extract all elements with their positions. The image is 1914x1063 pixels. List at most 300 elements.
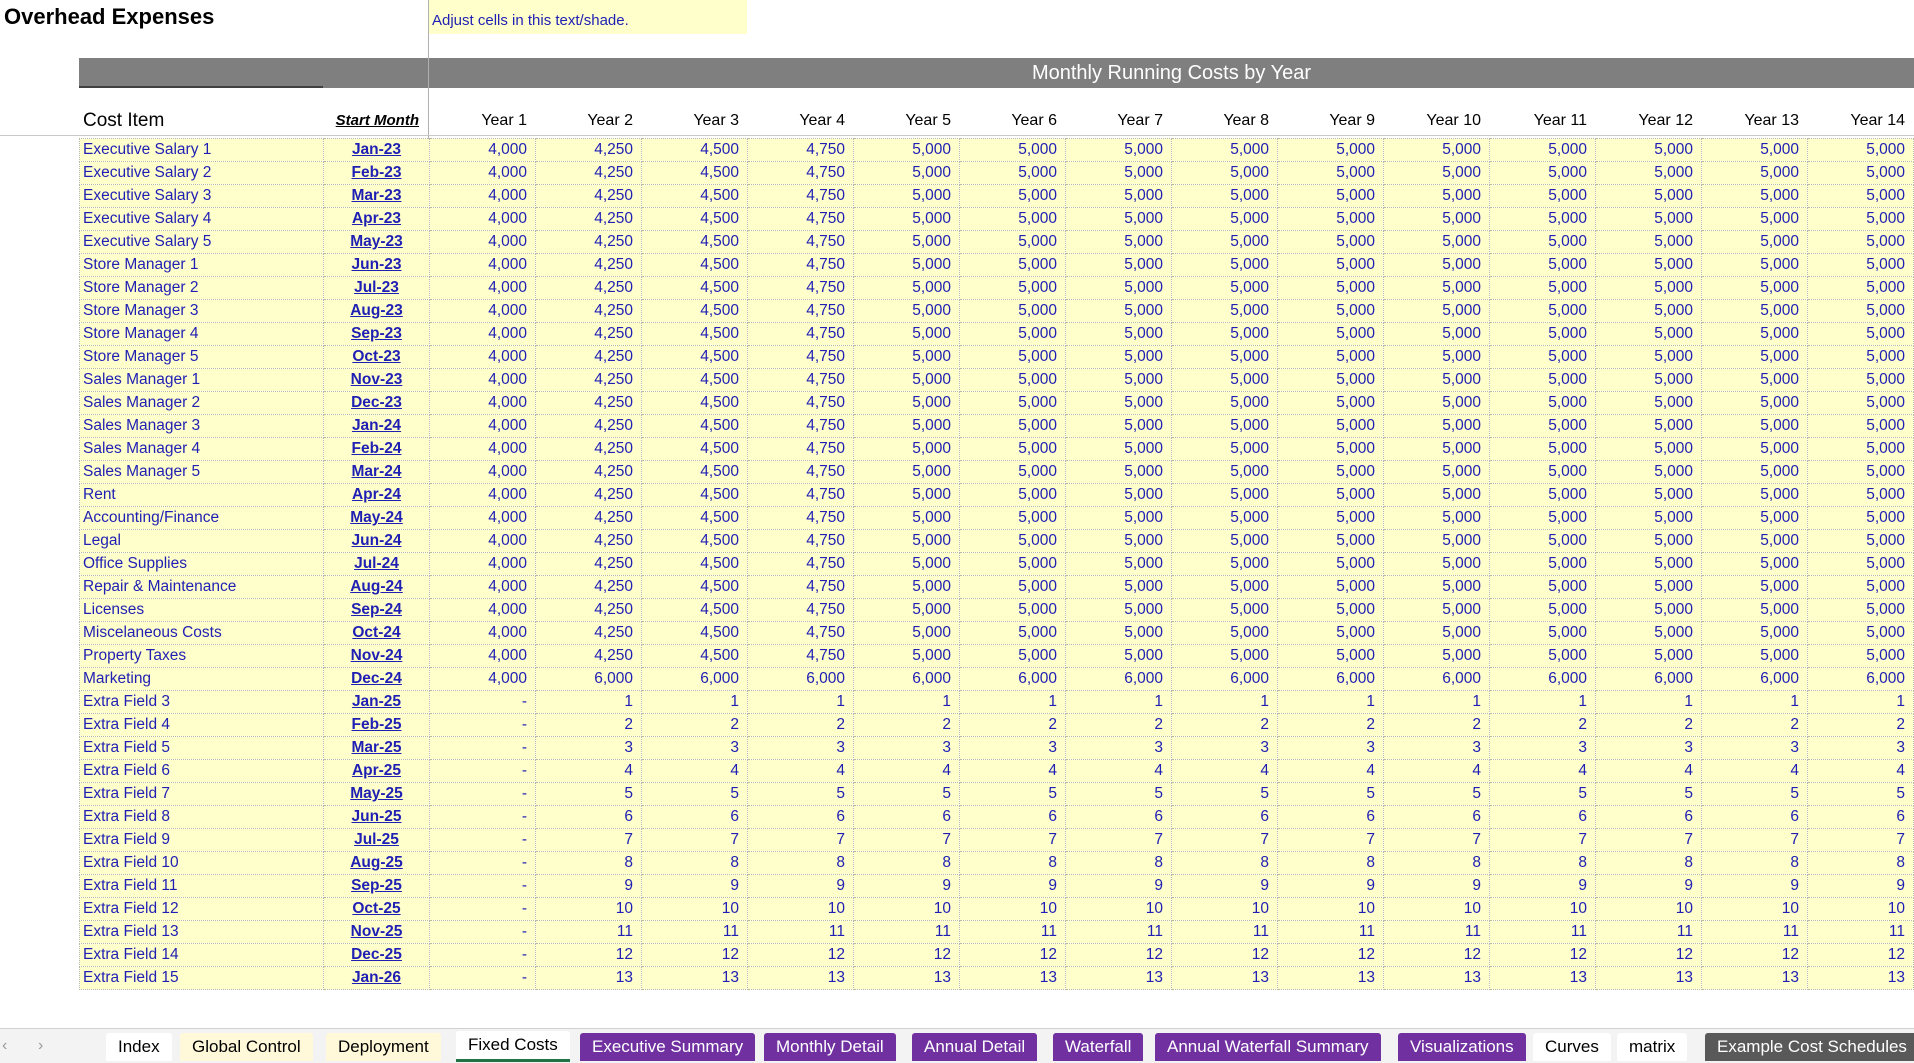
cost-value-cell[interactable]: 5,000 (854, 622, 960, 645)
start-month-cell[interactable]: Feb-23 (324, 162, 430, 185)
cost-value-cell[interactable]: 5,000 (1702, 231, 1808, 254)
cost-value-cell[interactable]: 4,250 (536, 185, 642, 208)
cost-value-cell[interactable]: 5,000 (1596, 576, 1702, 599)
cost-value-cell[interactable]: 5,000 (1490, 231, 1596, 254)
cost-value-cell[interactable]: 2 (1384, 714, 1490, 737)
sheet-tab[interactable]: Deployment (326, 1033, 441, 1061)
cost-value-cell[interactable]: 4,500 (642, 254, 748, 277)
sheet-tab[interactable]: Fixed Costs (456, 1031, 570, 1062)
cost-value-cell[interactable]: 4,000 (430, 461, 536, 484)
cost-item-cell[interactable]: Repair & Maintenance (80, 576, 324, 599)
cost-value-cell[interactable]: 5,000 (1490, 484, 1596, 507)
cost-value-cell[interactable]: 9 (1278, 875, 1384, 898)
cost-value-cell[interactable]: 3 (1702, 737, 1808, 760)
cost-value-cell[interactable]: 9 (1702, 875, 1808, 898)
cost-value-cell[interactable]: 5,000 (1066, 530, 1172, 553)
cost-value-cell[interactable]: 3 (854, 737, 960, 760)
cost-value-cell[interactable]: 9 (1596, 875, 1702, 898)
cost-value-cell[interactable]: 5,000 (1596, 530, 1702, 553)
start-month-cell[interactable]: Feb-25 (324, 714, 430, 737)
cost-value-cell[interactable]: 12 (1278, 944, 1384, 967)
cost-value-cell[interactable]: 13 (960, 967, 1066, 990)
cost-value-cell[interactable]: 4,000 (430, 438, 536, 461)
start-month-cell[interactable]: Oct-23 (324, 346, 430, 369)
cost-value-cell[interactable]: 5,000 (1172, 576, 1278, 599)
cost-value-cell[interactable]: 5,000 (1384, 346, 1490, 369)
cost-value-cell[interactable]: 5,000 (1278, 185, 1384, 208)
cost-value-cell[interactable]: 5,000 (854, 484, 960, 507)
cost-value-cell[interactable]: 11 (1490, 921, 1596, 944)
cost-item-cell[interactable]: Executive Salary 2 (80, 162, 324, 185)
start-month-cell[interactable]: Apr-23 (324, 208, 430, 231)
cost-value-cell[interactable]: 6,000 (1066, 668, 1172, 691)
cost-value-cell[interactable]: 10 (642, 898, 748, 921)
cost-value-cell[interactable]: 12 (642, 944, 748, 967)
cost-value-cell[interactable]: 4,000 (430, 530, 536, 553)
cost-value-cell[interactable]: 6,000 (1490, 668, 1596, 691)
cost-value-cell[interactable]: 5,000 (1490, 139, 1596, 162)
cost-value-cell[interactable]: 5,000 (1596, 139, 1702, 162)
cost-value-cell[interactable]: 4,500 (642, 599, 748, 622)
cost-value-cell[interactable]: 4,250 (536, 507, 642, 530)
cost-value-cell[interactable]: 10 (1702, 898, 1808, 921)
cost-value-cell[interactable]: 5,000 (1172, 622, 1278, 645)
cost-value-cell[interactable]: 5,000 (960, 231, 1066, 254)
cost-value-cell[interactable]: 5,000 (1066, 323, 1172, 346)
cost-value-cell[interactable]: 4,500 (642, 346, 748, 369)
cost-value-cell[interactable]: 3 (1384, 737, 1490, 760)
cost-value-cell[interactable]: 5,000 (1596, 484, 1702, 507)
cost-value-cell[interactable]: 5,000 (1172, 254, 1278, 277)
cost-value-cell[interactable]: 5,000 (1066, 162, 1172, 185)
cost-value-cell[interactable]: 5,000 (1066, 300, 1172, 323)
cost-value-cell[interactable]: 5,000 (1278, 323, 1384, 346)
cost-value-cell[interactable]: 4,750 (748, 461, 854, 484)
cost-value-cell[interactable]: 9 (1066, 875, 1172, 898)
cost-value-cell[interactable]: 4,250 (536, 392, 642, 415)
cost-value-cell[interactable]: 4,000 (430, 622, 536, 645)
cost-value-cell[interactable]: 5,000 (854, 369, 960, 392)
cost-value-cell[interactable]: 5,000 (854, 231, 960, 254)
cost-item-cell[interactable]: Extra Field 9 (80, 829, 324, 852)
cost-value-cell[interactable]: 1 (1596, 691, 1702, 714)
cost-value-cell[interactable]: 8 (1808, 852, 1914, 875)
cost-value-cell[interactable]: 12 (536, 944, 642, 967)
cost-value-cell[interactable]: - (430, 806, 536, 829)
cost-value-cell[interactable]: 4,000 (430, 553, 536, 576)
cost-value-cell[interactable]: 5,000 (1702, 323, 1808, 346)
start-month-cell[interactable]: Jan-26 (324, 967, 430, 990)
cost-value-cell[interactable]: 5,000 (1278, 553, 1384, 576)
cost-value-cell[interactable]: 10 (748, 898, 854, 921)
cost-value-cell[interactable]: 5,000 (1808, 622, 1914, 645)
cost-value-cell[interactable]: 5,000 (1702, 530, 1808, 553)
cost-value-cell[interactable]: 1 (1384, 691, 1490, 714)
start-month-cell[interactable]: Apr-24 (324, 484, 430, 507)
cost-value-cell[interactable]: 7 (1066, 829, 1172, 852)
sheet-tab[interactable]: Curves (1533, 1033, 1611, 1061)
cost-value-cell[interactable]: 5,000 (854, 300, 960, 323)
cost-value-cell[interactable]: 4,750 (748, 208, 854, 231)
cost-value-cell[interactable]: 5,000 (1384, 369, 1490, 392)
cost-value-cell[interactable]: 5,000 (1172, 231, 1278, 254)
cost-value-cell[interactable]: 5,000 (854, 415, 960, 438)
cost-value-cell[interactable]: 4,250 (536, 277, 642, 300)
cost-value-cell[interactable]: 1 (642, 691, 748, 714)
cost-value-cell[interactable]: 5,000 (1172, 369, 1278, 392)
cost-value-cell[interactable]: 2 (642, 714, 748, 737)
cost-value-cell[interactable]: 4,500 (642, 300, 748, 323)
cost-value-cell[interactable]: 9 (1172, 875, 1278, 898)
cost-value-cell[interactable]: 2 (1702, 714, 1808, 737)
cost-value-cell[interactable]: 5,000 (1384, 392, 1490, 415)
cost-value-cell[interactable]: 4,500 (642, 438, 748, 461)
cost-value-cell[interactable]: 5,000 (1278, 507, 1384, 530)
sheet-tab[interactable]: Waterfall (1053, 1033, 1143, 1061)
cost-value-cell[interactable]: 5,000 (1808, 208, 1914, 231)
cost-value-cell[interactable]: 4,000 (430, 645, 536, 668)
cost-value-cell[interactable]: 5,000 (1278, 645, 1384, 668)
cost-value-cell[interactable]: 4,750 (748, 599, 854, 622)
cost-value-cell[interactable]: 10 (960, 898, 1066, 921)
cost-value-cell[interactable]: 5,000 (1172, 346, 1278, 369)
cost-value-cell[interactable]: 4,000 (430, 599, 536, 622)
cost-item-cell[interactable]: Miscelaneous Costs (80, 622, 324, 645)
cost-item-cell[interactable]: Extra Field 4 (80, 714, 324, 737)
cost-item-cell[interactable]: Extra Field 12 (80, 898, 324, 921)
cost-value-cell[interactable]: 5,000 (1172, 415, 1278, 438)
cost-value-cell[interactable]: 5,000 (854, 139, 960, 162)
cost-value-cell[interactable]: 7 (1278, 829, 1384, 852)
cost-value-cell[interactable]: 3 (1490, 737, 1596, 760)
sheet-tab[interactable]: Example Cost Schedules (1705, 1033, 1914, 1061)
cost-value-cell[interactable]: 5,000 (960, 438, 1066, 461)
cost-value-cell[interactable]: 5,000 (1066, 185, 1172, 208)
start-month-cell[interactable]: Jul-25 (324, 829, 430, 852)
cost-value-cell[interactable]: 5,000 (1808, 254, 1914, 277)
cost-value-cell[interactable]: 4,750 (748, 553, 854, 576)
cost-value-cell[interactable]: 5,000 (1808, 461, 1914, 484)
cost-value-cell[interactable]: 4,750 (748, 346, 854, 369)
cost-value-cell[interactable]: 9 (1808, 875, 1914, 898)
cost-value-cell[interactable]: 5,000 (1596, 185, 1702, 208)
cost-value-cell[interactable]: 2 (1596, 714, 1702, 737)
cost-value-cell[interactable]: 5,000 (1172, 530, 1278, 553)
cost-value-cell[interactable]: 5,000 (1172, 645, 1278, 668)
cost-value-cell[interactable]: 2 (1172, 714, 1278, 737)
cost-value-cell[interactable]: 5,000 (1808, 323, 1914, 346)
cost-value-cell[interactable]: 4,750 (748, 415, 854, 438)
cost-value-cell[interactable]: 5,000 (960, 622, 1066, 645)
cost-value-cell[interactable]: 5,000 (1808, 553, 1914, 576)
cost-value-cell[interactable]: 5,000 (1702, 576, 1808, 599)
cost-value-cell[interactable]: 5,000 (1172, 553, 1278, 576)
cost-item-cell[interactable]: Store Manager 2 (80, 277, 324, 300)
cost-value-cell[interactable]: 3 (536, 737, 642, 760)
cost-value-cell[interactable]: 5,000 (1172, 484, 1278, 507)
start-month-cell[interactable]: Mar-25 (324, 737, 430, 760)
sheet-tab[interactable]: Visualizations (1398, 1033, 1526, 1061)
cost-value-cell[interactable]: 5,000 (1278, 369, 1384, 392)
cost-value-cell[interactable]: 4,500 (642, 323, 748, 346)
cost-value-cell[interactable]: 4,000 (430, 507, 536, 530)
cost-value-cell[interactable]: 4,500 (642, 392, 748, 415)
cost-value-cell[interactable]: 5,000 (1702, 185, 1808, 208)
cost-value-cell[interactable]: 2 (748, 714, 854, 737)
cost-value-cell[interactable]: 5,000 (1808, 162, 1914, 185)
cost-value-cell[interactable]: 5,000 (1278, 346, 1384, 369)
cost-value-cell[interactable]: 11 (1278, 921, 1384, 944)
cost-value-cell[interactable]: 4,500 (642, 484, 748, 507)
cost-value-cell[interactable]: 13 (536, 967, 642, 990)
cost-value-cell[interactable]: 4,000 (430, 254, 536, 277)
cost-value-cell[interactable]: 5,000 (1702, 484, 1808, 507)
cost-value-cell[interactable]: 5,000 (1596, 254, 1702, 277)
cost-value-cell[interactable]: 5,000 (960, 553, 1066, 576)
cost-value-cell[interactable]: 7 (960, 829, 1066, 852)
cost-value-cell[interactable]: 5,000 (1808, 415, 1914, 438)
cost-value-cell[interactable]: 10 (1278, 898, 1384, 921)
cost-value-cell[interactable]: 5,000 (854, 645, 960, 668)
cost-value-cell[interactable]: 4 (1808, 760, 1914, 783)
cost-value-cell[interactable]: 4,500 (642, 553, 748, 576)
cost-value-cell[interactable]: 5,000 (1384, 576, 1490, 599)
cost-value-cell[interactable]: 5,000 (1278, 415, 1384, 438)
cost-value-cell[interactable]: 5,000 (1172, 162, 1278, 185)
cost-value-cell[interactable]: 4,000 (430, 162, 536, 185)
cost-value-cell[interactable]: 5,000 (1702, 139, 1808, 162)
cost-value-cell[interactable]: 4,750 (748, 645, 854, 668)
cost-value-cell[interactable]: 1 (536, 691, 642, 714)
cost-item-cell[interactable]: Store Manager 3 (80, 300, 324, 323)
cost-item-cell[interactable]: Extra Field 8 (80, 806, 324, 829)
cost-value-cell[interactable]: 5,000 (1066, 392, 1172, 415)
start-month-cell[interactable]: Mar-24 (324, 461, 430, 484)
cost-value-cell[interactable]: 5,000 (1066, 553, 1172, 576)
cost-value-cell[interactable]: 13 (1490, 967, 1596, 990)
cost-value-cell[interactable]: 4,500 (642, 530, 748, 553)
cost-value-cell[interactable]: 5,000 (1384, 530, 1490, 553)
cost-value-cell[interactable]: 4 (854, 760, 960, 783)
cost-value-cell[interactable]: 5,000 (1596, 346, 1702, 369)
sheet-tab[interactable]: matrix (1617, 1033, 1687, 1061)
cost-value-cell[interactable]: 13 (642, 967, 748, 990)
cost-item-cell[interactable]: Store Manager 4 (80, 323, 324, 346)
cost-value-cell[interactable]: 4,500 (642, 185, 748, 208)
cost-value-cell[interactable]: 5,000 (1384, 507, 1490, 530)
cost-value-cell[interactable]: 5 (1808, 783, 1914, 806)
cost-value-cell[interactable]: 4 (1596, 760, 1702, 783)
cost-value-cell[interactable]: 5,000 (854, 553, 960, 576)
cost-value-cell[interactable]: 4,750 (748, 231, 854, 254)
cost-value-cell[interactable]: 5,000 (1490, 622, 1596, 645)
cost-value-cell[interactable]: 5,000 (1702, 162, 1808, 185)
cost-item-cell[interactable]: Sales Manager 1 (80, 369, 324, 392)
cost-value-cell[interactable]: 9 (854, 875, 960, 898)
cost-value-cell[interactable]: 4,000 (430, 415, 536, 438)
cost-value-cell[interactable]: 2 (1278, 714, 1384, 737)
cost-value-cell[interactable]: 5,000 (1278, 622, 1384, 645)
start-month-cell[interactable]: May-25 (324, 783, 430, 806)
cost-value-cell[interactable]: 1 (1702, 691, 1808, 714)
cost-value-cell[interactable]: 12 (854, 944, 960, 967)
cost-value-cell[interactable]: 5,000 (1596, 369, 1702, 392)
cost-value-cell[interactable]: 5,000 (1384, 599, 1490, 622)
cost-value-cell[interactable]: - (430, 875, 536, 898)
cost-value-cell[interactable]: 5,000 (1808, 599, 1914, 622)
cost-value-cell[interactable]: 5,000 (1172, 208, 1278, 231)
cost-value-cell[interactable]: 8 (1702, 852, 1808, 875)
start-month-cell[interactable]: Apr-25 (324, 760, 430, 783)
cost-value-cell[interactable]: 5,000 (960, 208, 1066, 231)
cost-value-cell[interactable]: 5,000 (1066, 622, 1172, 645)
cost-value-cell[interactable]: 8 (1278, 852, 1384, 875)
cost-value-cell[interactable]: 5,000 (1172, 139, 1278, 162)
cost-value-cell[interactable]: 5,000 (1384, 415, 1490, 438)
cost-value-cell[interactable]: 6,000 (1808, 668, 1914, 691)
cost-item-cell[interactable]: Rent (80, 484, 324, 507)
cost-value-cell[interactable]: 5,000 (1278, 208, 1384, 231)
cost-value-cell[interactable]: 8 (536, 852, 642, 875)
cost-value-cell[interactable]: 7 (1596, 829, 1702, 852)
start-month-cell[interactable]: Oct-24 (324, 622, 430, 645)
cost-value-cell[interactable]: 5,000 (1596, 553, 1702, 576)
cost-value-cell[interactable]: 5,000 (854, 461, 960, 484)
cost-value-cell[interactable]: 5,000 (1808, 139, 1914, 162)
cost-value-cell[interactable]: 4,250 (536, 530, 642, 553)
cost-item-cell[interactable]: Extra Field 3 (80, 691, 324, 714)
cost-value-cell[interactable]: 5,000 (854, 162, 960, 185)
cost-value-cell[interactable]: 6 (1596, 806, 1702, 829)
cost-value-cell[interactable]: 5,000 (1808, 369, 1914, 392)
cost-value-cell[interactable]: 4 (960, 760, 1066, 783)
cost-value-cell[interactable]: - (430, 852, 536, 875)
cost-value-cell[interactable]: 5,000 (1066, 576, 1172, 599)
start-month-cell[interactable]: Sep-25 (324, 875, 430, 898)
cost-value-cell[interactable]: - (430, 760, 536, 783)
cost-value-cell[interactable]: 10 (1596, 898, 1702, 921)
cost-item-cell[interactable]: Executive Salary 5 (80, 231, 324, 254)
cost-value-cell[interactable]: 5,000 (1066, 277, 1172, 300)
cost-value-cell[interactable]: 5,000 (1596, 415, 1702, 438)
cost-value-cell[interactable]: 5,000 (854, 576, 960, 599)
cost-value-cell[interactable]: 5,000 (1596, 323, 1702, 346)
cost-item-cell[interactable]: Property Taxes (80, 645, 324, 668)
cost-value-cell[interactable]: 3 (748, 737, 854, 760)
cost-value-cell[interactable]: 5,000 (1490, 507, 1596, 530)
cost-value-cell[interactable]: 13 (1702, 967, 1808, 990)
cost-value-cell[interactable]: 5,000 (1702, 599, 1808, 622)
cost-value-cell[interactable]: 5 (1278, 783, 1384, 806)
cost-value-cell[interactable]: 11 (642, 921, 748, 944)
cost-value-cell[interactable]: - (430, 898, 536, 921)
cost-value-cell[interactable]: 1 (1808, 691, 1914, 714)
cost-value-cell[interactable]: 4 (1172, 760, 1278, 783)
cost-value-cell[interactable]: 11 (1384, 921, 1490, 944)
cost-value-cell[interactable]: 5,000 (1066, 599, 1172, 622)
cost-item-cell[interactable]: Executive Salary 4 (80, 208, 324, 231)
cost-value-cell[interactable]: 4,250 (536, 162, 642, 185)
cost-value-cell[interactable]: 5,000 (1066, 438, 1172, 461)
cost-value-cell[interactable]: 12 (1384, 944, 1490, 967)
cost-value-cell[interactable]: 5,000 (960, 139, 1066, 162)
cost-value-cell[interactable]: 7 (1172, 829, 1278, 852)
cost-value-cell[interactable]: 4,000 (430, 323, 536, 346)
cost-value-cell[interactable]: 6 (1172, 806, 1278, 829)
cost-value-cell[interactable]: 4,750 (748, 507, 854, 530)
cost-value-cell[interactable]: 13 (1172, 967, 1278, 990)
cost-value-cell[interactable]: 4,000 (430, 668, 536, 691)
cost-value-cell[interactable]: 12 (1808, 944, 1914, 967)
cost-value-cell[interactable]: 5,000 (1384, 208, 1490, 231)
cost-value-cell[interactable]: 12 (1490, 944, 1596, 967)
cost-value-cell[interactable]: 8 (1384, 852, 1490, 875)
cost-value-cell[interactable]: 5,000 (1278, 530, 1384, 553)
cost-value-cell[interactable]: 5,000 (1490, 185, 1596, 208)
cost-item-cell[interactable]: Legal (80, 530, 324, 553)
cost-value-cell[interactable]: 5,000 (1596, 277, 1702, 300)
cost-value-cell[interactable]: 5,000 (960, 530, 1066, 553)
start-month-cell[interactable]: May-23 (324, 231, 430, 254)
cost-value-cell[interactable]: 11 (854, 921, 960, 944)
cost-value-cell[interactable]: 9 (1490, 875, 1596, 898)
cost-value-cell[interactable]: 4,750 (748, 185, 854, 208)
cost-value-cell[interactable]: 5,000 (1172, 599, 1278, 622)
cost-value-cell[interactable]: 5,000 (1278, 231, 1384, 254)
cost-value-cell[interactable]: 5,000 (1172, 461, 1278, 484)
cost-value-cell[interactable]: 9 (748, 875, 854, 898)
cost-value-cell[interactable]: 4,000 (430, 277, 536, 300)
cost-value-cell[interactable]: 4,250 (536, 346, 642, 369)
start-month-cell[interactable]: Nov-24 (324, 645, 430, 668)
cost-value-cell[interactable]: 4,250 (536, 254, 642, 277)
cost-value-cell[interactable]: 5,000 (1384, 300, 1490, 323)
cost-value-cell[interactable]: 5,000 (1702, 392, 1808, 415)
cost-value-cell[interactable]: 5,000 (1808, 300, 1914, 323)
cost-value-cell[interactable]: 3 (1278, 737, 1384, 760)
cost-value-cell[interactable]: 12 (748, 944, 854, 967)
cost-value-cell[interactable]: 5,000 (1066, 415, 1172, 438)
cost-value-cell[interactable]: 2 (536, 714, 642, 737)
cost-value-cell[interactable]: 10 (1490, 898, 1596, 921)
cost-value-cell[interactable]: 6 (1808, 806, 1914, 829)
cost-value-cell[interactable]: 5,000 (1596, 599, 1702, 622)
cost-value-cell[interactable]: 5 (1066, 783, 1172, 806)
cost-value-cell[interactable]: 5,000 (1066, 231, 1172, 254)
cost-value-cell[interactable]: 11 (1596, 921, 1702, 944)
cost-value-cell[interactable]: 5,000 (960, 369, 1066, 392)
cost-value-cell[interactable]: 6 (748, 806, 854, 829)
start-month-cell[interactable]: Jan-24 (324, 415, 430, 438)
cost-value-cell[interactable]: 5,000 (1278, 438, 1384, 461)
cost-value-cell[interactable]: 13 (1066, 967, 1172, 990)
cost-value-cell[interactable]: 6,000 (960, 668, 1066, 691)
cost-value-cell[interactable]: 4 (1066, 760, 1172, 783)
cost-value-cell[interactable]: - (430, 691, 536, 714)
cost-value-cell[interactable]: 5,000 (1490, 415, 1596, 438)
cost-value-cell[interactable]: 5,000 (1066, 461, 1172, 484)
cost-value-cell[interactable]: 5,000 (1490, 300, 1596, 323)
cost-value-cell[interactable]: 10 (854, 898, 960, 921)
cost-item-cell[interactable]: Sales Manager 2 (80, 392, 324, 415)
cost-value-cell[interactable]: 8 (854, 852, 960, 875)
cost-item-cell[interactable]: Marketing (80, 668, 324, 691)
cost-value-cell[interactable]: 6 (1384, 806, 1490, 829)
cost-item-cell[interactable]: Extra Field 15 (80, 967, 324, 990)
cost-value-cell[interactable]: 5,000 (854, 185, 960, 208)
cost-value-cell[interactable]: 4,500 (642, 645, 748, 668)
cost-value-cell[interactable]: 4,250 (536, 553, 642, 576)
